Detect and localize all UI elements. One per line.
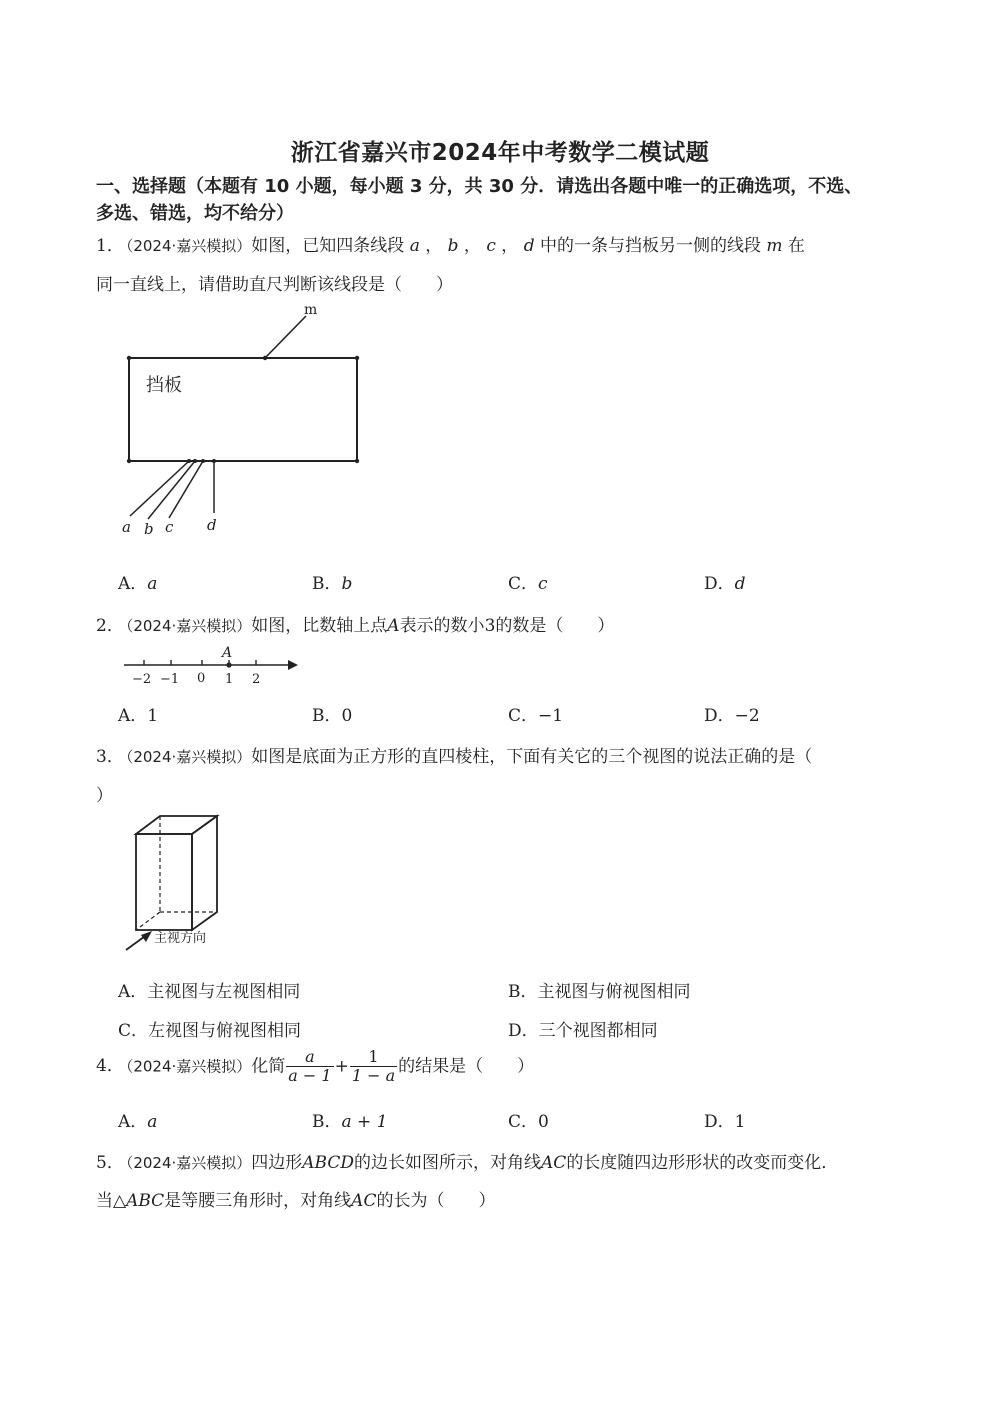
q1-option-c[interactable]: C．c bbox=[508, 574, 548, 594]
q5-text-c: 的长度随四边形形状的改变而变化． bbox=[566, 1153, 839, 1173]
q4-fraction-1: $\frac{a}{a - 1}$ bbox=[288, 1047, 332, 1086]
prism-front bbox=[136, 834, 192, 930]
q2-number: 2． bbox=[96, 616, 124, 636]
tick-label-minus2: −2 bbox=[132, 672, 152, 687]
q3-text: 如图是底面为正方形的直四棱柱，下面有关它的三个视图的说法正确的是（ bbox=[251, 747, 813, 767]
q2-option-d[interactable]: D．−2 bbox=[704, 706, 760, 726]
label-m: m bbox=[304, 302, 318, 318]
prism-side bbox=[192, 816, 217, 930]
q5-number: 5． bbox=[96, 1153, 124, 1173]
q3-line2: ） bbox=[96, 786, 113, 806]
q2-option-a[interactable]: A．1 bbox=[118, 706, 159, 726]
q2-text-c: 的数是（ ） bbox=[495, 616, 615, 636]
q2-number-line bbox=[118, 640, 298, 688]
q5-var-AC2: AC bbox=[351, 1191, 377, 1211]
label-a: a bbox=[122, 518, 131, 536]
q4-number: 4． bbox=[96, 1056, 124, 1077]
q3-option-c[interactable]: C．左视图与俯视图相同 bbox=[118, 1021, 302, 1041]
q3-option-a[interactable]: A．主视图与左视图相同 bbox=[118, 982, 301, 1002]
q3-prism-figure bbox=[118, 808, 238, 956]
q1-source: （2024·嘉兴模拟） bbox=[125, 237, 252, 255]
q1-var-b: b bbox=[447, 236, 459, 256]
q1-number: 1． bbox=[96, 236, 124, 256]
segment-a bbox=[130, 461, 189, 516]
label-c: c bbox=[165, 518, 174, 536]
q2-text-b: 表示的数小 bbox=[399, 616, 485, 636]
q5-text-b: 的边长如图所示，对角线 bbox=[354, 1153, 542, 1173]
q1-line1: 1． （2024·嘉兴模拟）如图，已知四条线段 a ， b ， c ， d 中的一条与挡板另一侧的线段 m 在 bbox=[96, 236, 805, 256]
q5-var-ABCD: ABCD bbox=[302, 1153, 355, 1173]
q2-num3: 3 bbox=[484, 616, 496, 636]
q5-line1 bbox=[96, 1148, 838, 1173]
q3-option-d[interactable]: D．三个视图都相同 bbox=[508, 1021, 658, 1041]
q2-var-A: A bbox=[387, 616, 400, 636]
tick-label-minus1: −1 bbox=[160, 672, 180, 687]
board-label: 挡板 bbox=[146, 375, 182, 396]
q4-option-b[interactable]: B．a + 1 bbox=[312, 1112, 388, 1132]
tick-label-1: 1 bbox=[225, 672, 234, 687]
q1-option-d[interactable]: D．d bbox=[704, 574, 746, 594]
hidden-edge-diagonal bbox=[136, 912, 160, 930]
q1-text-c: 在 bbox=[787, 236, 805, 256]
q5-source: （2024·嘉兴模拟） bbox=[125, 1154, 252, 1172]
q1-option-a[interactable]: A．a bbox=[118, 574, 158, 594]
q2-text-a: 如图，比数轴上点 bbox=[251, 616, 388, 636]
q4-fraction-2: $\frac{1}{1 - a}$ bbox=[351, 1047, 396, 1086]
q1-option-b[interactable]: B．b bbox=[312, 574, 353, 594]
q1-line2: 同一直线上，请借助直尺判断该线段是（ ） bbox=[96, 275, 453, 295]
baffle-rect bbox=[129, 358, 357, 461]
q4-line1 bbox=[96, 1048, 534, 1086]
q4-option-d[interactable]: D．1 bbox=[704, 1112, 746, 1132]
q2-source: （2024·嘉兴模拟） bbox=[125, 617, 252, 635]
q4-plus: + bbox=[334, 1056, 349, 1077]
tick-label-0: 0 bbox=[197, 671, 206, 686]
q5-line2-a: 当△ bbox=[96, 1191, 127, 1211]
label-b: b bbox=[144, 520, 154, 538]
q3-source: （2024·嘉兴模拟） bbox=[125, 748, 252, 766]
q5-var-ABC: ABC bbox=[126, 1191, 165, 1211]
page-title: 浙江省嘉兴市2024年中考数学二模试题 bbox=[290, 140, 710, 166]
section-heading-line2: 多选、错选，均不给分） bbox=[96, 203, 294, 224]
q3-line1 bbox=[96, 742, 812, 767]
direction-arrow-head bbox=[141, 931, 152, 942]
q1-var-m: m bbox=[766, 236, 783, 256]
q4-option-c[interactable]: C．0 bbox=[508, 1112, 549, 1132]
axis-arrow bbox=[288, 660, 298, 670]
q4-option-a[interactable]: A．a bbox=[118, 1112, 158, 1132]
q4-text-b: 的结果是（ ） bbox=[398, 1056, 535, 1077]
segment-c bbox=[169, 461, 203, 518]
q2-option-c[interactable]: C．−1 bbox=[508, 706, 564, 726]
segment-b bbox=[148, 461, 195, 519]
q1-var-a: a bbox=[409, 236, 420, 256]
q2-option-b[interactable]: B．0 bbox=[312, 706, 353, 726]
q1-text-b: 中的一条与挡板另一侧的线段 bbox=[539, 236, 761, 256]
q3-number: 3． bbox=[96, 747, 124, 767]
tick-label-2: 2 bbox=[252, 672, 261, 687]
q1-var-d: d bbox=[523, 236, 535, 256]
q1-text-a: 如图，已知四条线段 bbox=[251, 236, 405, 256]
label-d: d bbox=[207, 516, 217, 534]
segment-m bbox=[265, 316, 306, 358]
q4-source: （2024·嘉兴模拟） bbox=[125, 1057, 252, 1076]
point-A-label: A bbox=[222, 645, 233, 661]
direction-label: 主视方向 bbox=[154, 931, 207, 946]
q5-var-AC: AC bbox=[541, 1153, 567, 1173]
point-A bbox=[226, 662, 231, 667]
q2-line1 bbox=[96, 611, 614, 636]
q5-line2-b: 是等腰三角形时，对角线 bbox=[164, 1191, 352, 1211]
q5-line2 bbox=[96, 1186, 495, 1211]
q4-text-a: 化简 bbox=[251, 1056, 286, 1077]
q5-text-a: 四边形 bbox=[251, 1153, 303, 1173]
section-heading-line1: 一、选择题（本题有 10 小题，每小题 3 分，共 30 分．请选出各题中唯一的正确选项，不选、 bbox=[96, 176, 863, 197]
q3-option-b[interactable]: B．主视图与俯视图相同 bbox=[508, 982, 691, 1002]
q1-figure bbox=[110, 298, 390, 543]
q1-var-c: c bbox=[486, 236, 496, 256]
q5-line2-c: 的长为（ ） bbox=[376, 1191, 496, 1211]
